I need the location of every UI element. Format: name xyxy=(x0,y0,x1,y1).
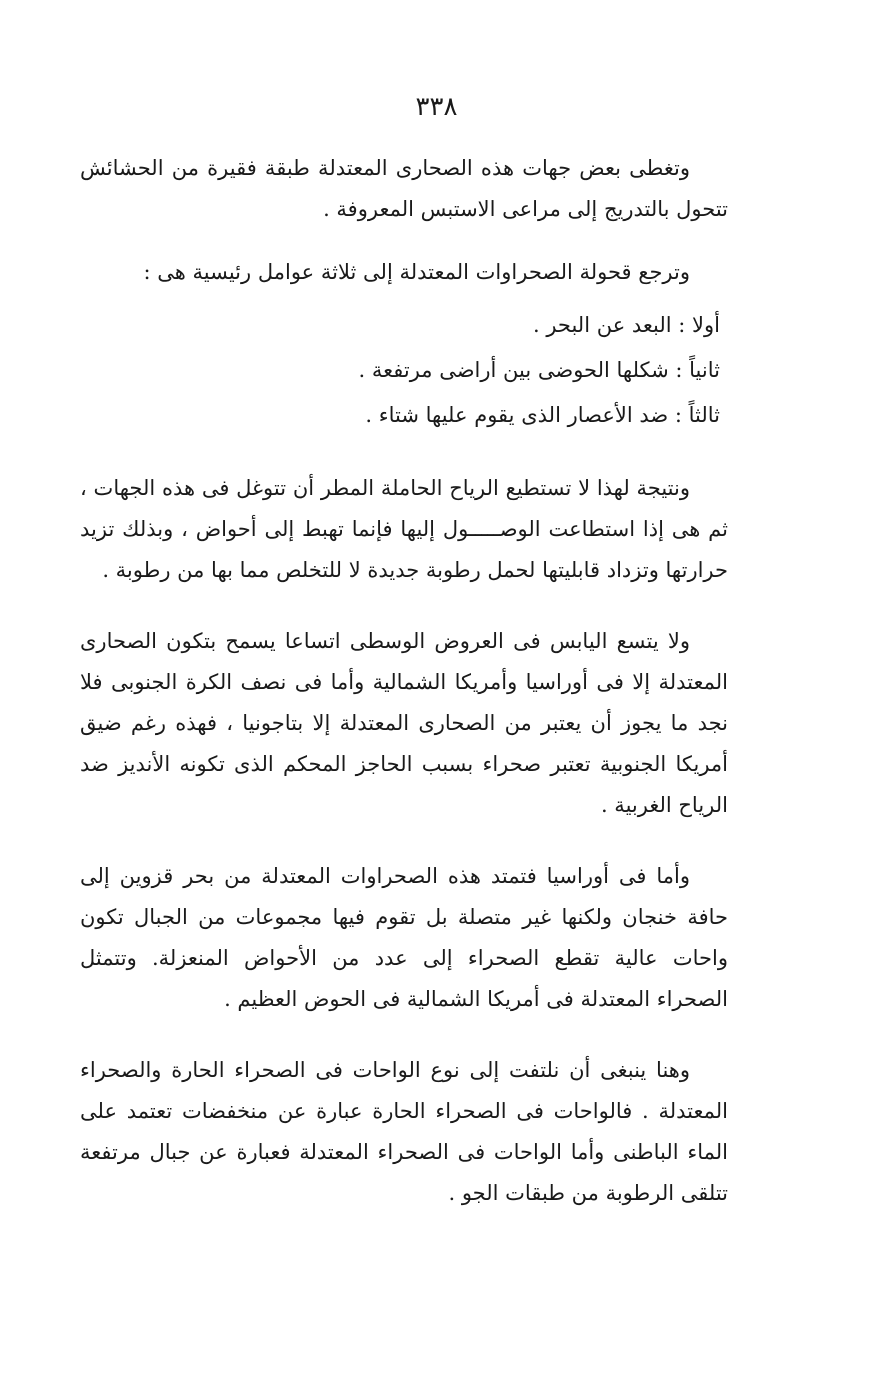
list-item-factor-3: ثالثاً : ضد الأعصار الذى يقوم عليها شتاء . xyxy=(365,403,720,427)
paragraph-rain-winds: ونتيجة لهذا لا تستطيع الرياح الحاملة المطر أن تتوغل فى هذه الجهات ، ثم هى إذا استطاعت الوصـــــول إليها فإنما تهبط إلى أحواض ، وبذلك تزيد حرارتها وتزداد قابليتها لحمل رطوبة جديدة لا للتخلص مما بها من رطوبة . xyxy=(80,476,728,582)
page-body xyxy=(80,148,728,1244)
paragraph-oases: وهنا ينبغى أن نلتفت إلى نوع الواحات فى الصحراء الحارة والصحراء المعتدلة . فالواحات فى الصحراء الحارة عبارة عن منخفضات تعتمد على الماء الباطنى وأما الواحات فى الصحراء المعتدلة فعبارة عن جبال مرتفعة تتلقى الرطوبة من طبقات الجو . xyxy=(80,1058,728,1205)
factors-list xyxy=(80,303,728,438)
paragraph-steppe-grasses: وتغطى بعض جهات هذه الصحارى المعتدلة طبقة فقيرة من الحشائش تتحول بالتدريج إلى مراعى الاستبس المعروفة . xyxy=(80,156,728,221)
list-item-factor-1: أولا : البعد عن البحر . xyxy=(532,313,720,337)
list-item-factor-2: ثانياً : شكلها الحوضى بين أراضى مرتفعة . xyxy=(358,358,720,382)
paragraph-eurasia: وأما فى أوراسيا فتمتد هذه الصحراوات المعتدلة من بحر قزوين إلى حافة خنجان ولكنها غير متصلة بل تقوم فيها مجموعات من الجبال تكون واحات عالية تقطع الصحراء إلى عدد من الأحواض المنعزلة. وتتمثل الصحراء المعتدلة فى أمريكا الشمالية فى الحوض العظيم . xyxy=(80,864,728,1011)
page-number: ٣٣٨ xyxy=(415,92,458,122)
paragraph-factors-intro: وترجع قحولة الصحراوات المعتدلة إلى ثلاثة عوامل رئيسية هى : xyxy=(143,260,690,284)
paragraph-mid-latitudes: ولا يتسع اليابس فى العروض الوسطى اتساعا يسمح بتكون الصحارى المعتدلة إلا فى أوراسيا وأمريكا الشمالية وأما فى نصف الكرة الجنوبى فلا نجد ما يجوز أن يعتبر من الصحارى المعتدلة إلا بتاجونيا ، فهذه رغم ضيق أمريكا الجنوبية تعتبر صحراء بسبب الحاجز المحكم الذى تكونه الأنديز ضد الرياح الغربية . xyxy=(80,629,728,817)
